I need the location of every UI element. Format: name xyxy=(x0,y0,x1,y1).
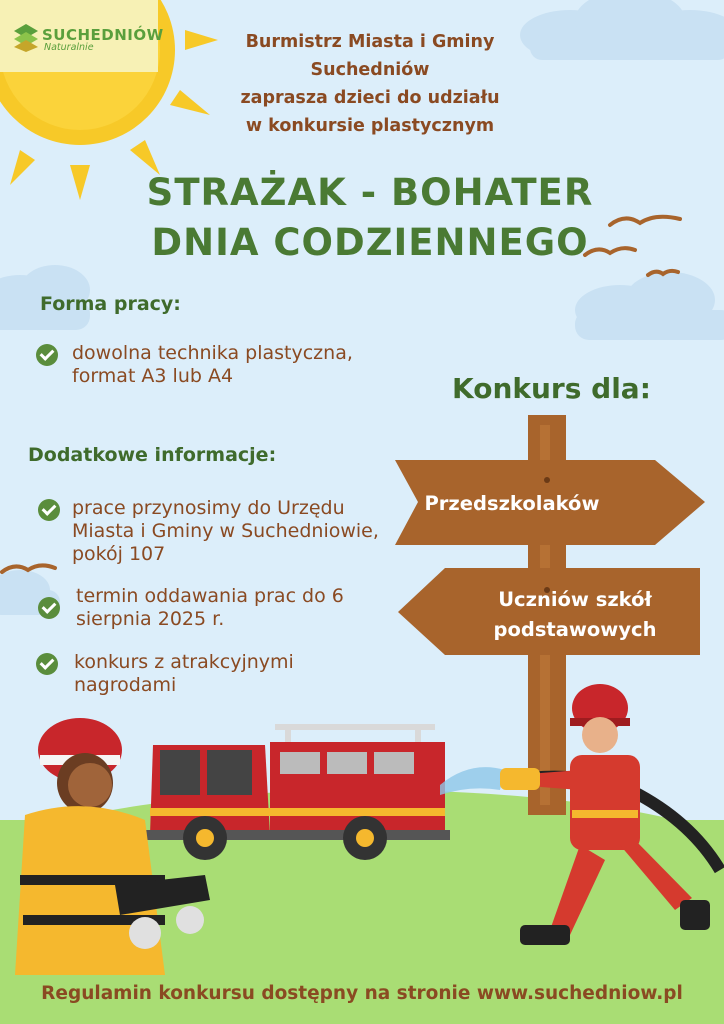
dodatkowe-item-text: konkurs z atrakcyjnymi nagrodami xyxy=(74,651,294,696)
header-line-1: Burmistrz Miasta i Gminy xyxy=(245,32,495,52)
sign-primary-line-2: podstawowych xyxy=(493,618,657,641)
cloud-top-right xyxy=(510,0,724,70)
firefighter-left-illustration xyxy=(5,715,220,975)
forma-item-text: dowolna technika plastyczna, format A3 lub A4 xyxy=(72,342,353,387)
check-icon xyxy=(38,597,60,619)
invitation-header xyxy=(200,28,540,140)
konkurs-heading: Konkurs dla: xyxy=(452,372,651,405)
forma-item xyxy=(36,342,386,388)
title-line-1: STRAŻAK - BOHATER xyxy=(146,171,594,214)
sign-primary-school xyxy=(460,585,690,645)
header-line-3: zaprasza dzieci do udziału xyxy=(240,88,500,108)
main-title xyxy=(120,168,620,268)
sign-primary-line-1: Uczniów szkół xyxy=(498,588,652,611)
forma-heading: Forma pracy: xyxy=(40,293,181,315)
logo-icon xyxy=(14,24,38,52)
sign-preschool: Przedszkolaków xyxy=(424,492,600,515)
title-line-2: DNIA CODZIENNEGO xyxy=(151,221,589,264)
dodatkowe-item-1 xyxy=(38,497,408,566)
header-line-2: Suchedniów xyxy=(310,60,430,80)
header-line-4: w konkursie plastycznym xyxy=(245,116,495,136)
dodatkowe-item-text: prace przynosimy do Urzędu Miasta i Gminy w Suchedniowie, pokój 107 xyxy=(72,497,379,565)
check-icon xyxy=(36,653,58,675)
check-icon xyxy=(38,499,60,521)
dodatkowe-item-2 xyxy=(38,585,398,631)
logo-tagline: Naturalnie xyxy=(44,42,94,53)
logo xyxy=(0,0,164,72)
check-icon xyxy=(36,344,58,366)
dodatkowe-item-text: termin oddawania prac do 6 sierpnia 2025 r. xyxy=(76,585,344,630)
dodatkowe-item-3 xyxy=(36,651,396,697)
logo-name: SUCHEDNIÓW xyxy=(42,26,164,44)
dodatkowe-heading: Dodatkowe informacje: xyxy=(28,444,277,466)
footer-regulations: Regulamin konkursu dostępny na stronie www.suchedniow.pl xyxy=(41,983,683,1004)
firefighter-right-illustration xyxy=(460,680,724,960)
